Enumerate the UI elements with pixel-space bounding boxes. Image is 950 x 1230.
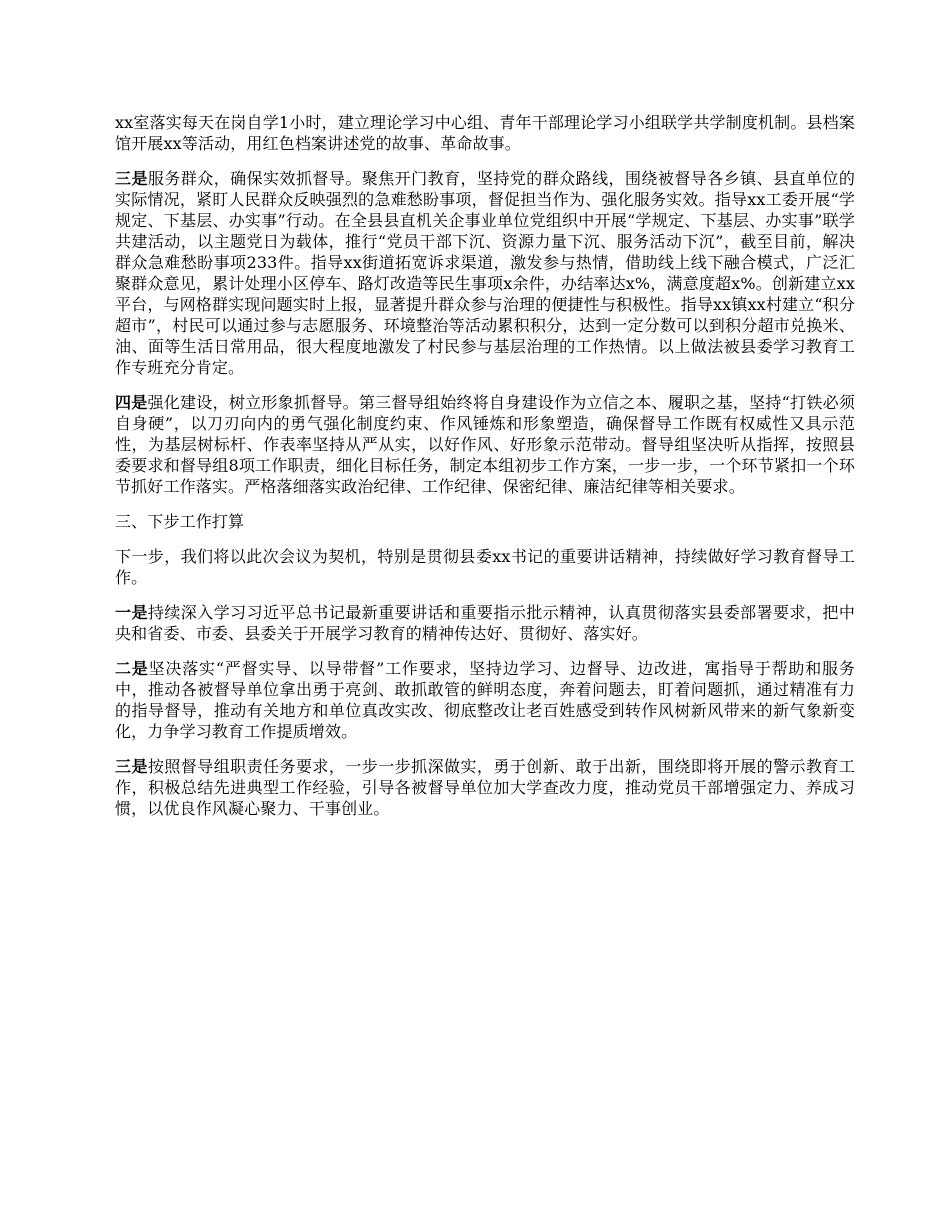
- paragraph-text: 服务群众，确保实效抓督导。聚焦开门教育，坚持党的群众路线，围绕被督导各乡镇、县直单位的实际情况，紧盯人民群众反映强烈的急难愁盼事项，督促担当作为、强化服务实效。指导xx工委开展“学规定、下基层、办实事”行动。在全县县直机关企事业单位党组织中开展“学规定、下基层、办实事”联学共建活动，以主题党日为载体，推行“党员干部下沉、资源力量下沉、服务活动下沉”，截至目前，解决群众急难愁盼事项233件。指导xx街道拓宽诉求渠道，激发参与热情，借助线上线下融合模式，广泛汇聚群众意见，累计处理小区停车、路灯改造等民生事项x余件，办结率达x%，满意度超x%。创新建立xx平台，与网格群实现问题实时上报，显著提升群众参与治理的便捷性与积极性。指导xx镇xx村建立“积分超市”，村民可以通过参与志愿服务、环境整治等活动累积积分，达到一定分数可以到积分超市兑换米、油、面等生活日常用品，很大程度地激发了村民参与基层治理的工作热情。以上做法被县委学习教育工作专班充分肯定。: [115, 169, 855, 377]
- paragraph-1: [115, 112, 855, 154]
- paragraph-5: [115, 546, 855, 588]
- section-heading: [115, 511, 855, 532]
- paragraph-text: 坚决落实“严督实导、以导带督”工作要求，坚持边学习、边督导、边改进，寓指导于帮助和服务中，推动各被督导单位拿出勇于亮剑、敢抓敢管的鲜明态度，奔着问题去，盯着问题抓，通过精准有力的指导督导，推动有关地方和单位真改实改、彻底整改让老百姓感受到转作风树新风带来的新气象新变化，力争学习教育工作提质增效。: [115, 659, 855, 741]
- paragraph-text: xx室落实每天在岗自学1小时，建立理论学习中心组、青年干部理论学习小组联学共学制度机制。县档案馆开展xx等活动，用红色档案讲述党的故事、革命故事。: [115, 113, 855, 153]
- paragraph-6: [115, 602, 855, 644]
- paragraph-text: 按照督导组职责任务要求，一步一步抓深做实，勇于创新、敢于出新，围绕即将开展的警示教育工作，积极总结先进典型工作经验，引导各被督导单位加大学查改力度，推动党员干部增强定力、养成习惯，以优良作风凝心聚力、干事创业。: [115, 757, 855, 818]
- paragraph-lead: 四是: [115, 393, 148, 412]
- paragraph-text: 强化建设，树立形象抓督导。第三督导组始终将自身建设作为立信之本、履职之基，坚持“打铁必须自身硬”，以刀刃向内的勇气强化制度约束、作风锤炼和形象塑造，确保督导工作既有权威性又具示范性，为基层树标杆、作表率坚持从严从实，以好作风、好形象示范带动。督导组坚决听从指挥，按照县委要求和督导组8项工作职责，细化目标任务，制定本组初步工作方案，一步一步，一个环节紧扣一个环节抓好工作落实。严格落细落实政治纪律、工作纪律、保密纪律、廉洁纪律等相关要求。: [115, 393, 856, 496]
- paragraph-8: [115, 756, 855, 819]
- paragraph-lead: 二是: [115, 659, 149, 678]
- paragraph-lead: 三是: [115, 757, 148, 776]
- paragraph-2: [115, 168, 855, 378]
- paragraph-lead: 一是: [115, 603, 148, 622]
- paragraph-text: 持续深入学习习近平总书记最新重要讲话和重要指示批示精神，认真贯彻落实县委部署要求，把中央和省委、市委、县委关于开展学习教育的精神传达好、贯彻好、落实好。: [115, 603, 855, 643]
- section-heading-text: 三、下步工作打算: [115, 512, 245, 531]
- document-page: [115, 112, 855, 833]
- paragraph-lead: 三是: [115, 169, 148, 188]
- paragraph-7: [115, 658, 855, 742]
- paragraph-text: 下一步，我们将以此次会议为契机，特别是贯彻县委xx书记的重要讲话精神，持续做好学习教育督导工作。: [115, 547, 855, 587]
- paragraph-3: [115, 392, 855, 497]
